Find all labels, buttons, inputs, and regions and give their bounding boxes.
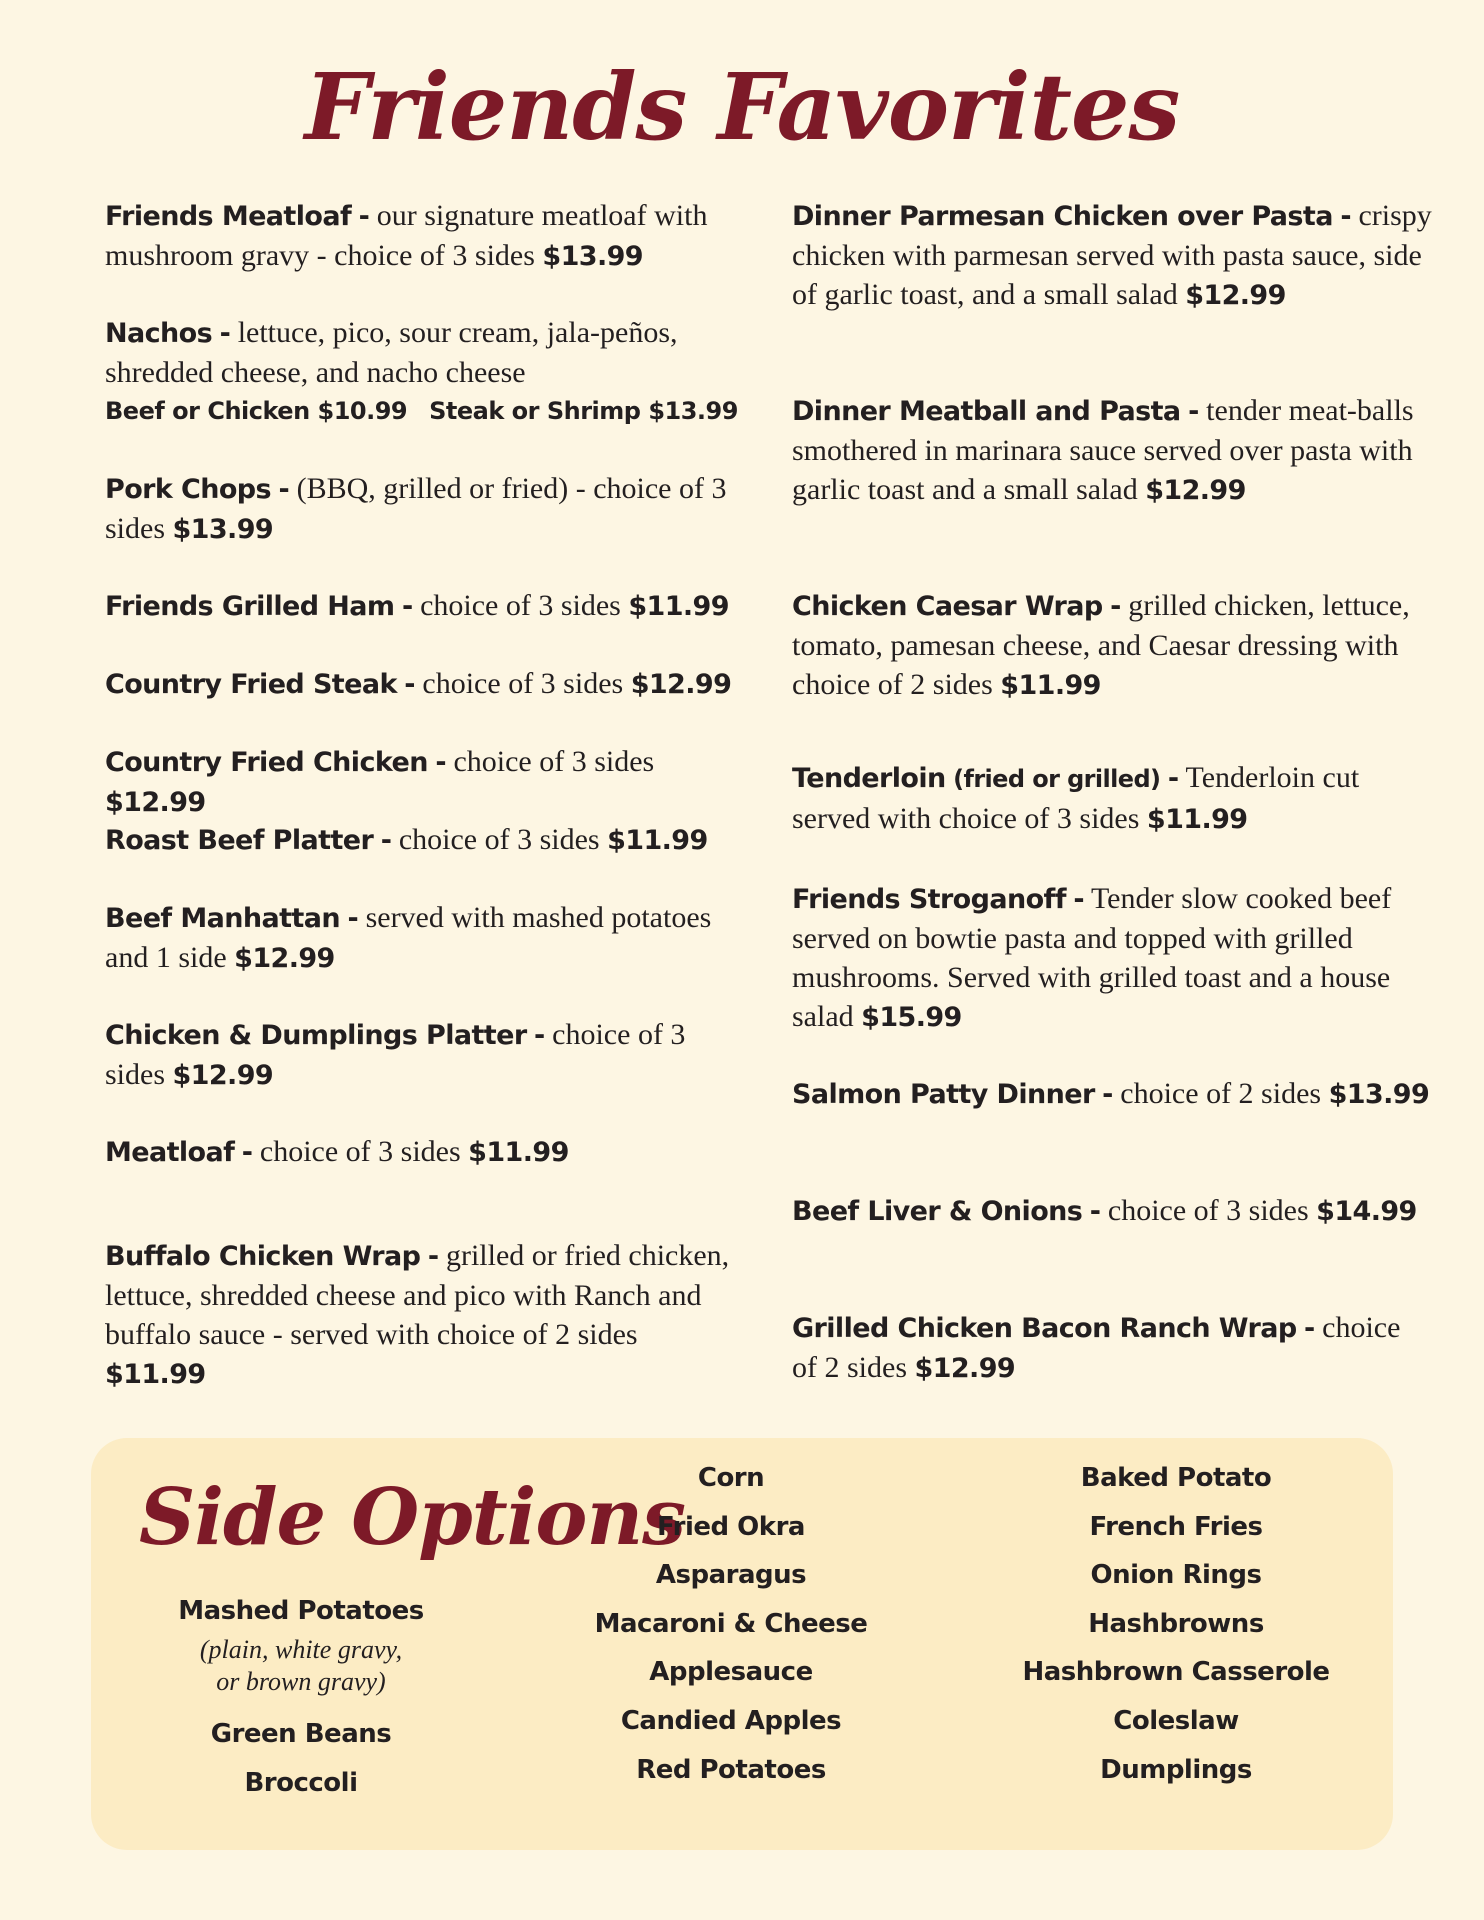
item-name: Tenderloin — [792, 763, 946, 794]
item-description: choice of 3 sides — [453, 745, 655, 778]
side-column-3 — [1016, 1454, 1336, 1794]
item-description: choice of 3 sides — [1107, 1194, 1309, 1227]
item-description: choice of 3 sides — [422, 667, 624, 700]
item-name: Nachos — [105, 318, 213, 349]
menu-item — [792, 879, 1432, 1037]
item-name: Friends Meatloaf — [105, 201, 352, 232]
side-note-line: (plain, white gravy, — [199, 1635, 403, 1664]
item-name: Meatloaf — [105, 1137, 235, 1168]
side-note — [141, 1634, 461, 1710]
item-dash: - — [435, 747, 446, 778]
item-dash: - — [358, 201, 370, 232]
item-dash: - — [401, 591, 413, 622]
item-description: tender meat-balls smothered in marinara sauce served over pasta with garlic toast and a small salad — [792, 394, 1414, 506]
item-price: $12.99 — [172, 1060, 274, 1091]
item-dash: - — [1073, 884, 1084, 915]
side-item: French Fries — [1089, 1511, 1263, 1542]
item-description: choice of 3 sides — [105, 1018, 686, 1091]
menu-item — [792, 196, 1432, 315]
item-price: $12.99 — [234, 943, 335, 974]
item-dash: - — [427, 1241, 439, 1272]
menu-item — [105, 898, 745, 978]
item-price: $12.99 — [630, 669, 732, 700]
menu-item — [105, 742, 745, 822]
menu-item — [792, 1074, 1432, 1114]
item-dash: - — [1089, 1196, 1101, 1227]
item-description: grilled chicken, lettuce, tomato, pamesan cheese, and Caesar dressing with choice of 2 sides — [792, 589, 1410, 701]
menu-item — [105, 586, 745, 626]
item-price: $15.99 — [861, 1002, 962, 1033]
item-dash: - — [219, 318, 231, 349]
item-name: Country Fried Steak — [105, 669, 397, 700]
item-description: choice of 3 sides — [420, 589, 621, 622]
side-column-2 — [571, 1454, 891, 1794]
item-price: $11.99 — [1146, 804, 1248, 835]
item-description: choice of 2 sides — [1120, 1077, 1322, 1110]
menu-item — [105, 1015, 745, 1095]
item-name: Chicken & Dumplings Platter — [105, 1020, 527, 1051]
menu-item — [792, 1191, 1432, 1231]
item-name: Buffalo Chicken Wrap — [105, 1241, 421, 1272]
item-name: Grilled Chicken Bacon Ranch Wrap — [792, 1313, 1297, 1344]
item-description: served with mashed potatoes and 1 side — [105, 901, 712, 974]
item-price: $12.99 — [1185, 280, 1286, 311]
item-description: Tender slow cooked beef served on bowtie pasta and topped with grilled mushrooms. Served with grilled toast and a house salad — [792, 882, 1392, 1033]
side-item: Fried Okra — [657, 1511, 805, 1542]
item-price: $11.99 — [607, 825, 708, 856]
menu-item — [792, 1308, 1432, 1388]
item-subtitle: (fried or grilled) — [953, 765, 1161, 793]
item-price: $13.99 — [172, 514, 274, 545]
menu-title: Friends Favorites — [304, 53, 1180, 161]
item-dash: - — [278, 474, 290, 505]
item-name: Friends Grilled Ham — [105, 591, 395, 622]
item-description: lettuce, pico, sour cream, jala-peños, shredded cheese, and nacho cheese — [105, 316, 678, 389]
side-item: Hashbrown Casserole — [1022, 1657, 1330, 1688]
side-item: Coleslaw — [1113, 1705, 1239, 1736]
side-options-panel — [91, 1438, 1393, 1850]
menu-item — [105, 1132, 745, 1172]
item-dash: - — [1167, 763, 1179, 794]
menu-item — [792, 391, 1432, 510]
item-price: $13.99 — [542, 241, 643, 272]
item-price: $13.99 — [1328, 1079, 1430, 1110]
menu-item — [105, 313, 745, 431]
item-price: $12.99 — [1145, 475, 1246, 506]
item-dash: - — [1304, 1313, 1315, 1344]
side-item: Corn — [697, 1463, 765, 1493]
side-item: Asparagus — [655, 1560, 807, 1591]
side-item: Applesauce — [649, 1657, 813, 1688]
item-name: Country Fried Chicken — [105, 747, 428, 778]
menu-item — [105, 196, 745, 276]
item-dash: - — [404, 669, 415, 700]
item-dash: - — [534, 1020, 545, 1051]
side-item: Mashed Potatoes — [178, 1596, 424, 1626]
item-dash: - — [1340, 201, 1351, 232]
item-description: choice of 3 sides — [398, 823, 600, 856]
item-price: $11.99 — [105, 1359, 206, 1390]
side-item: Hashbrowns — [1088, 1608, 1264, 1639]
menu-item — [105, 820, 745, 860]
side-item: Broccoli — [244, 1767, 358, 1798]
item-dash: - — [1102, 1079, 1113, 1110]
menu-item — [105, 1236, 745, 1394]
price-line — [105, 392, 745, 431]
side-item: Dumplings — [1100, 1754, 1252, 1785]
side-item: Candied Apples — [620, 1705, 842, 1736]
side-item: Macaroni & Cheese — [594, 1608, 868, 1639]
side-options-title: Side Options — [139, 1472, 686, 1563]
item-price: Beef or Chicken $10.99 — [105, 397, 408, 425]
item-description: choice of 3 sides — [259, 1135, 461, 1168]
item-dash: - — [1110, 591, 1121, 622]
item-dash: - — [380, 825, 392, 856]
item-name: Dinner Parmesan Chicken over Pasta — [792, 201, 1333, 232]
item-description: grilled or fried chicken, lettuce, shredded cheese and pico with Ranch and buffalo sauce - served with choice of 2 sides — [105, 1239, 730, 1351]
item-description: our signature meatloaf with mushroom gravy - choice of 3 sides — [105, 199, 708, 272]
item-price: $11.99 — [1000, 670, 1101, 701]
menu-item — [105, 469, 745, 549]
menu-item — [105, 664, 745, 704]
menu-item — [792, 758, 1432, 839]
item-description: Tenderloin cut served with choice of 3 sides — [792, 761, 1360, 835]
item-name: Beef Liver & Onions — [792, 1196, 1083, 1227]
item-price: Steak or Shrimp $13.99 — [429, 397, 738, 425]
item-name: Pork Chops — [105, 474, 271, 505]
side-item: Baked Potato — [1080, 1463, 1272, 1493]
item-dash: - — [241, 1137, 253, 1168]
item-name: Chicken Caesar Wrap — [792, 591, 1103, 622]
item-price: $14.99 — [1316, 1196, 1417, 1227]
item-name: Dinner Meatball and Pasta — [792, 396, 1181, 427]
item-price: $12.99 — [105, 787, 206, 818]
item-description: (BBQ, grilled or fried) - choice of 3 sides — [105, 472, 727, 545]
side-item: Green Beans — [210, 1719, 392, 1749]
side-column-1 — [141, 1588, 461, 1807]
item-dash: - — [347, 903, 359, 934]
item-price: $11.99 — [628, 591, 729, 622]
menu-item — [792, 586, 1432, 705]
item-description: crispy chicken with parmesan served with pasta sauce, side of garlic toast, and a small salad — [792, 199, 1432, 311]
side-item: Onion Rings — [1090, 1560, 1262, 1591]
item-name: Beef Manhattan — [105, 903, 340, 934]
item-price: $12.99 — [914, 1353, 1016, 1384]
item-dash: - — [1188, 396, 1199, 427]
item-name: Roast Beef Platter — [105, 825, 374, 856]
side-note-line: or brown gravy) — [216, 1667, 386, 1696]
side-item: Red Potatoes — [636, 1754, 826, 1785]
item-price: $11.99 — [468, 1137, 569, 1168]
item-description: choice of 2 sides — [792, 1311, 1401, 1384]
item-name: Friends Stroganoff — [792, 884, 1066, 915]
item-name: Salmon Patty Dinner — [792, 1079, 1095, 1110]
